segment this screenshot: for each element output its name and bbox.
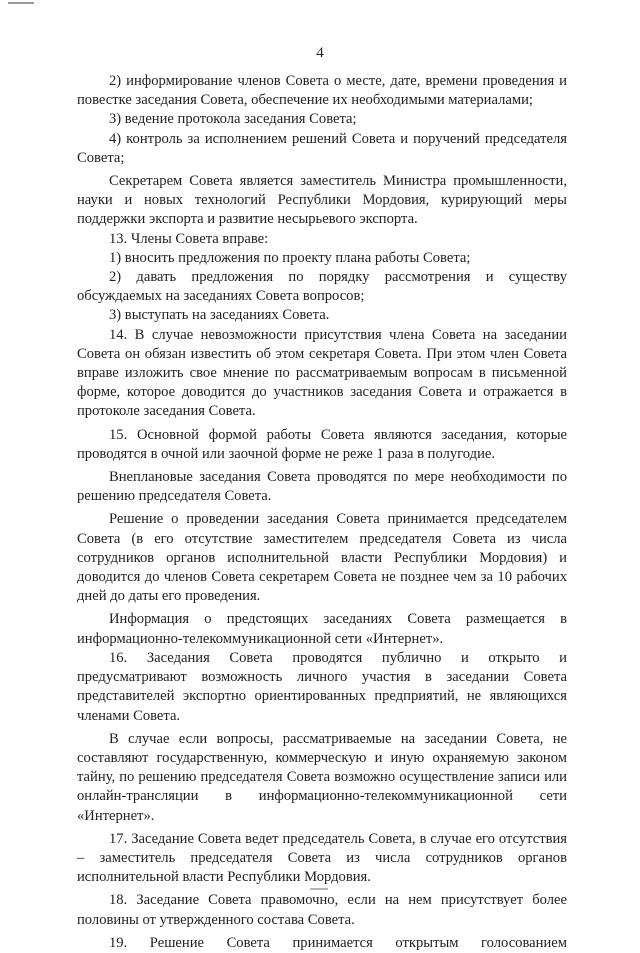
paragraph: 17. Заседание Совета ведет председатель Совета, в случае его отсутствия – заместитель председателя Совета из числа сотрудников органов исполнительной власти Республики Мордовия. <box>77 830 567 886</box>
paragraph: 2) информирование членов Совета о месте, дате, времени проведения и повестке заседания Совета, обеспечение их необходимыми материалами; <box>77 73 567 109</box>
paragraph: 3) ведение протокола заседания Совета; <box>109 111 357 128</box>
paragraph: В случае если вопросы, рассматриваемые на заседании Совета, не составляют государственную, коммерческую и иную охраняемую законом тайну, по решению председателя Совета возможно осуществление записи или онлайн-трансляции в информационно-телекоммуникационной сети «Интернет». <box>77 730 567 824</box>
paragraph: 1) вносить предложения по проекту плана работы Совета; <box>109 249 471 266</box>
document-body <box>77 72 567 953</box>
paragraph: 19. Решение Совета принимается открытым голосованием <box>109 934 567 951</box>
paragraph: 16. Заседания Совета проводятся публично и открыто и предусматривают возможность личного участия в заседании Совета представителей экспортно ориентированных предприятий, не являющихся членами Совета. <box>77 649 567 724</box>
paragraph: Информация о предстоящих заседаниях Совета размещается в информационно-телекоммуникационной сети «Интернет». <box>77 611 567 647</box>
paragraph: 18. Заседание Совета правомочно, если на нем присутствует более половины от утвержденного состава Совета. <box>77 892 567 928</box>
paragraph: 14. В случае невозможности присутствия члена Совета на заседании Совета он обязан известить об этом секретаря Совета. При этом член Совета вправе изложить свое мнение по рассматриваемым вопросам в письменной форме, которое доводится до участников заседания Совета и отражается в протоколе заседания Совета. <box>77 326 567 420</box>
page-number: 4 <box>316 45 324 61</box>
paragraph: 15. Основной формой работы Совета являются заседания, которые проводятся в очной или заочной форме не реже 1 раза в полугодие. <box>77 426 567 462</box>
scan-mark-bottom <box>310 888 328 890</box>
paragraph: 3) выступать на заседаниях Совета. <box>109 307 330 324</box>
paragraph: 4) контроль за исполнением решений Совета и поручений председателя Совета; <box>77 130 567 166</box>
paragraph: Решение о проведении заседания Совета принимается председателем Совета (в его отсутствие заместителем председателя Совета из числа сотрудников органов исполнительной власти Республики Мордовия) и доводится до членов Совета секретарем Совета не позднее чем за 10 рабочих дней до даты его проведения. <box>77 511 567 605</box>
paragraph: 2) давать предложения по порядку рассмотрения и существу обсуждаемых на заседаниях Совета вопросов; <box>77 269 567 305</box>
paragraph: Внеплановые заседания Совета проводятся по мере необходимости по решению председателя Совета. <box>77 469 567 505</box>
paragraph: 13. Члены Совета вправе: <box>109 230 269 247</box>
paragraph: Секретарем Совета является заместитель Министра промышленности, науки и новых технологий Республики Мордовия, курирующий меры поддержки экспорта и развитие несырьевого экспорта. <box>77 173 567 228</box>
scan-mark-top <box>8 2 34 4</box>
